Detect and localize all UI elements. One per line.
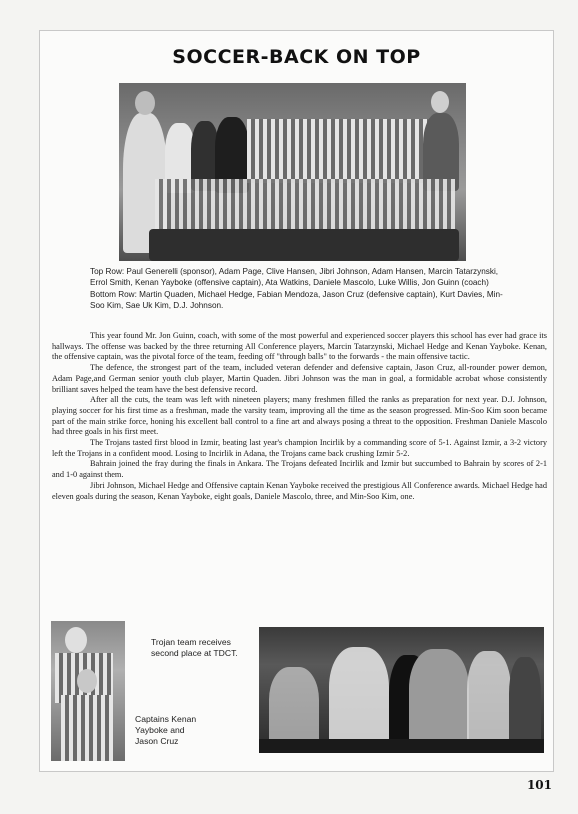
page-number: 101 [526,778,552,792]
paragraph-6: Jibri Johnson, Michael Hedge and Offensive captain Kenan Yayboke received the prestigious All Conference awards. Michael Hedge had eleven goals during the season, Kenan Yayboke, eight goals, Daniele Mascolo, three, and Min-Soo Kim, one. [52,480,547,501]
tdct-photo-caption [151,637,238,659]
captains-photo [51,621,125,761]
page-title: SOCCER-BACK ON TOP [172,46,421,68]
paragraph-5: Bahrain joined the fray during the finals in Ankara. The Trojans defeated Incirlik and Izmir but succumbed to Bahrain by scores of 2-1 and 1-0 against them. [52,459,547,480]
captains-photo-caption [135,714,196,747]
captains-caption-line-2: Yayboke and [135,725,185,735]
captains-caption-line-3: Jason Cruz [135,736,179,746]
paragraph-4: The Trojans tasted first blood in Izmir, beating last year's champion Incirlik by a commanding score of 5-1. Against Izmir, a 3-2 victory left the Trojans in a confident mood. Losing to Incirlik in Adana, the Trojans came back crushing Izmir 5-2. [52,438,547,458]
paragraph-1: This year found Mr. Jon Guinn, coach, with some of the most powerful and experienced soccer players this school has ever had grace its hallways. The offense was backed by the three returning All Conference players, Marcin Tatarzynski, Michael Hedge and Kenan Yayboke. Kenan, the offensive captain, was the pivotal force of the team, feeding off "through balls" to the forwards - the main offensive tactic. [52,331,547,362]
tdct-caption-line-2: second place at TDCT. [151,648,238,658]
paragraph-2: The defence, the strongest part of the team, included veteran defender and defensive captain, Jason Cruz, all-rounder power demon, Adam Page,and German senior youth club player, Martin Quaden. Jibri Johnson was the man in goal, a formidable acrobat whose consistently brilliant saves helped the team have the best defensive record. [52,363,547,394]
page-frame [39,30,554,772]
captains-caption-line-1: Captains Kenan [135,714,197,724]
tdct-caption-line-1: Trojan team receives [151,637,231,647]
paragraph-3: After all the cuts, the team was left with nineteen players; many freshmen filled the ranks as preparation for next year. D.J. Johnson, playing soccer for his first time as a freshman, made the varsity team, improving all the time as the season progressed. Min-Soo Kim soon became part of the main strike force, honing his excellent ball control to a fine art and always posing a threat to the opposition. Freshman Daniele Mascolo had three goals in his first meet. [52,395,547,437]
team-photo-caption: Top Row: Paul Generelli (sponsor), Adam Page, Clive Hansen, Jibri Johnson, Adam Hansen, Marcin Tatarzynski, Errol Smith, Kenan Yayboke (offensive captain), Ata Watkins, Daniele Mascolo, Luke Willis, Jon Guinn (coach) Bottom Row: Martin Quaden, Michael Hedge, Fabian Mendoza, Jason Cruz (defensive captain), Kurt Davies, Min-Soo Kim, Sae Uk Kim, D.J. Johnson. [90,267,503,311]
tdct-photo [259,627,544,753]
team-photo [119,83,466,261]
article-body [52,331,547,502]
